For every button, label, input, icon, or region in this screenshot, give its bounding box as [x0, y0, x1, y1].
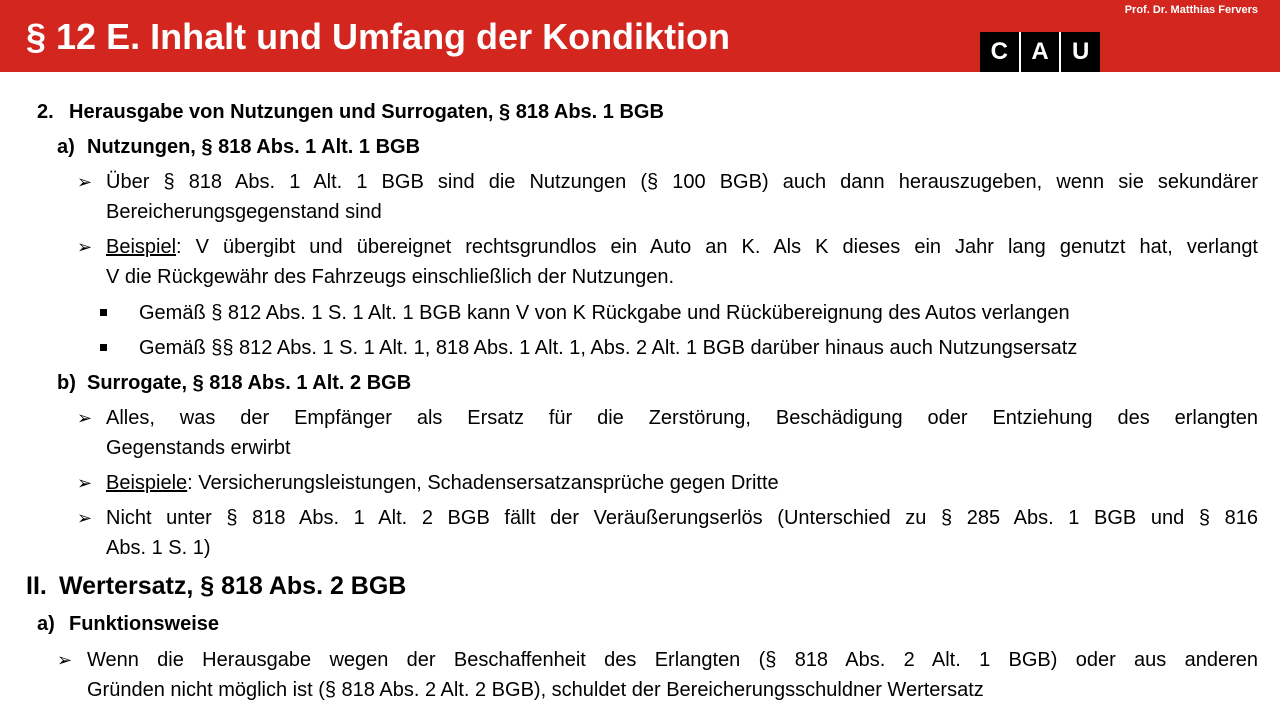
- arrow-bullet-icon: ➢: [77, 473, 93, 493]
- arrow-bullet-icon: ➢: [77, 408, 93, 428]
- slide-header: [0, 0, 1280, 72]
- logo-letter-u: U: [1059, 32, 1100, 72]
- square-bullet-icon: [100, 309, 107, 316]
- arrow-bullet-icon: ➢: [77, 237, 93, 257]
- surrogate-point-3-line-1: Nicht unter § 818 Abs. 1 Alt. 2 BGB fällt der Veräußerungserlös (Unterschied zu § 285 Abs. 1 BGB und § 816: [106, 507, 1258, 529]
- examples-label: Beispiele: [106, 472, 188, 494]
- wertersatz-point-1-line-1: Wenn die Herausgabe wegen der Beschaffenheit des Erlangten (§ 818 Abs. 2 Alt. 1 BGB) oder aus anderen: [87, 649, 1258, 671]
- slide-title: § 12 E. Inhalt und Umfang der Kondiktion: [26, 16, 731, 57]
- section-2-number: 2.: [37, 101, 54, 123]
- arrow-bullet-icon: ➢: [77, 508, 93, 528]
- section-ii-number: II.: [26, 572, 47, 600]
- wertersatz-point-1-line-2: Gründen nicht möglich ist (§ 818 Abs. 2 Alt. 2 BGB), schuldet der Bereicherungsschuldner Wertersatz: [87, 679, 984, 701]
- arrow-bullet-icon: ➢: [77, 172, 93, 192]
- nutzungen-point-1-line-2: Bereicherungsgegenstand sind: [106, 201, 382, 223]
- author-name: Prof. Dr. Matthias Fervers: [1124, 4, 1258, 16]
- subsection-b-label: b): [57, 372, 76, 394]
- subsection-a-heading: Nutzungen, § 818 Abs. 1 Alt. 1 BGB: [87, 136, 421, 158]
- subsection-b-heading: Surrogate, § 818 Abs. 1 Alt. 2 BGB: [87, 372, 412, 394]
- surrogate-examples: [106, 468, 779, 498]
- nutzungen-example-line-1: [106, 232, 1258, 262]
- subsection-ii-a-label: a): [37, 613, 55, 635]
- arrow-bullet-icon: ➢: [57, 650, 73, 670]
- surrogate-point-1-line-1: Alles, was der Empfänger als Ersatz für die Zerstörung, Beschädigung oder Entziehung des erlangten: [106, 407, 1258, 429]
- section-ii-heading: Wertersatz, § 818 Abs. 2 BGB: [59, 572, 407, 600]
- square-bullet-icon: [100, 344, 107, 351]
- nutzungen-point-1-line-1: Über § 818 Abs. 1 Alt. 1 BGB sind die Nutzungen (§ 100 BGB) auch dann herauszugeben, wenn sie sekundärer: [106, 171, 1258, 193]
- logo-letter-c: C: [990, 38, 1008, 65]
- examples-text: : Versicherungsleistungen, Schadensersatzansprüche gegen Dritte: [187, 472, 779, 494]
- subsection-ii-a-heading: Funktionsweise: [69, 613, 220, 635]
- example-text: : V übergibt und übereignet rechtsgrundlos ein Auto an K. Als K dieses ein Jahr lang genutzt hat, verlangt: [176, 236, 1258, 258]
- example-label: Beispiel: [106, 236, 177, 258]
- subsection-a-label: a): [57, 136, 75, 158]
- example-subpoint-2: Gemäß §§ 812 Abs. 1 S. 1 Alt. 1, 818 Abs. 1 Alt. 1, Abs. 2 Alt. 1 BGB darüber hinaus auch Nutzungsersatz: [139, 337, 1078, 359]
- nutzungen-example-line-2: V die Rückgewähr des Fahrzeugs einschließlich der Nutzungen.: [106, 266, 675, 288]
- section-2-heading: Herausgabe von Nutzungen und Surrogaten, § 818 Abs. 1 BGB: [69, 101, 664, 123]
- surrogate-point-1-line-2: Gegenstands erwirbt: [106, 437, 291, 459]
- cau-logo: [980, 32, 1100, 72]
- example-subpoint-1: Gemäß § 812 Abs. 1 S. 1 Alt. 1 BGB kann V von K Rückgabe und Rückübereignung des Autos verlangen: [139, 302, 1070, 324]
- surrogate-point-3-line-2: Abs. 1 S. 1): [106, 537, 211, 559]
- logo-letter-a: A: [1019, 32, 1060, 72]
